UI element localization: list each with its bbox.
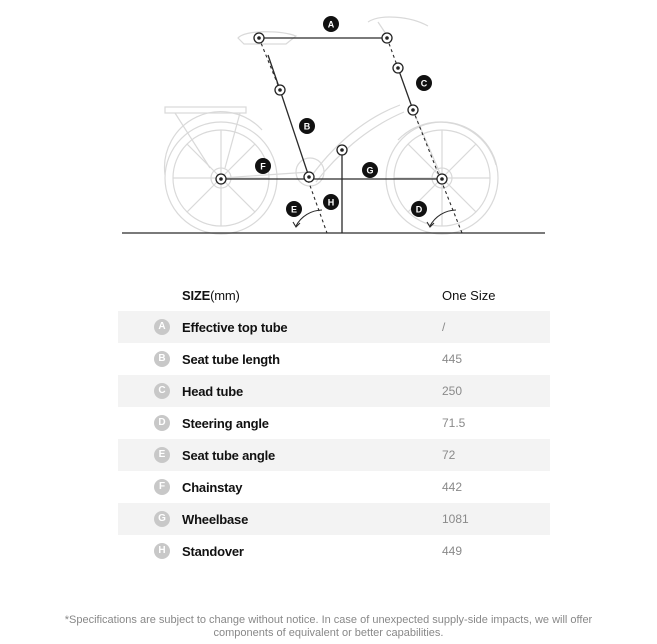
callout-e [286, 201, 302, 217]
point-seat-tube-mid [275, 85, 285, 95]
point-headtube-lower [408, 105, 418, 115]
callout-f [255, 158, 271, 174]
point-standover [337, 145, 347, 155]
size-header [182, 288, 240, 303]
svg-text:C: C [420, 78, 428, 89]
row-label: Seat tube angle [182, 448, 276, 463]
row-label: Head tube [182, 384, 244, 399]
callout-g [362, 162, 378, 178]
row-label: Wheelbase [182, 512, 249, 527]
svg-text:G: G [366, 165, 374, 176]
disclaimer-footnote [20, 614, 637, 640]
table-row: A Effective top tube / [118, 311, 550, 343]
row-label: Steering angle [182, 416, 269, 431]
row-badge: C [154, 383, 170, 399]
row-badge: H [154, 543, 170, 559]
table-row: E Seat tube angle 72 [118, 439, 550, 471]
callout-c [416, 75, 432, 91]
svg-text:B: B [303, 121, 311, 132]
callout-d [411, 201, 427, 217]
point-rear-axle [216, 174, 226, 184]
point-saddle [254, 33, 264, 43]
row-badge: D [154, 415, 170, 431]
table-row: H Standover 449 [118, 535, 550, 567]
callout-a [323, 16, 339, 32]
table-header: SIZE(mm) One Size [182, 288, 496, 303]
table-row: C Head tube 250 [118, 375, 550, 407]
table-row: B Seat tube length 445 [118, 343, 550, 375]
measurement-points [216, 33, 447, 184]
row-label: Seat tube length [182, 352, 280, 367]
geometry-table [118, 279, 550, 567]
footnote-line-2: components of equivalent or better capabilities. [213, 627, 444, 639]
row-badge: A [154, 319, 170, 335]
footnote-line-1: *Specifications are subject to change without notice. In case of unexpected supply-side impacts, we will offer [64, 614, 593, 626]
callout-h [323, 194, 339, 210]
row-label: Chainstay [182, 480, 243, 495]
svg-text:F: F [260, 161, 266, 172]
point-bottom-bracket [304, 172, 314, 182]
table-row: D Steering angle 71.5 [118, 407, 550, 439]
row-label: Standover [182, 544, 244, 559]
point-headtube-upper [393, 63, 403, 73]
point-front-axle [437, 174, 447, 184]
svg-text:E: E [290, 204, 298, 215]
point-headtube-top [382, 33, 392, 43]
row-badge: F [154, 479, 170, 495]
callout-b [299, 118, 315, 134]
size-header-unit: (mm) [210, 288, 240, 303]
svg-text:D: D [415, 204, 423, 215]
table-row: G Wheelbase 1081 [118, 503, 550, 535]
row-badge: B [154, 351, 170, 367]
bike-geometry-diagram [0, 0, 657, 250]
row-label: Effective top tube [182, 320, 288, 335]
size-header-label: SIZE [182, 288, 211, 303]
svg-text:H: H [327, 197, 335, 208]
table-row: F Chainstay 442 [118, 471, 550, 503]
callout-badges [255, 16, 432, 217]
row-badge: E [154, 447, 170, 463]
row-badge: G [154, 511, 170, 527]
svg-text:A: A [327, 19, 335, 30]
